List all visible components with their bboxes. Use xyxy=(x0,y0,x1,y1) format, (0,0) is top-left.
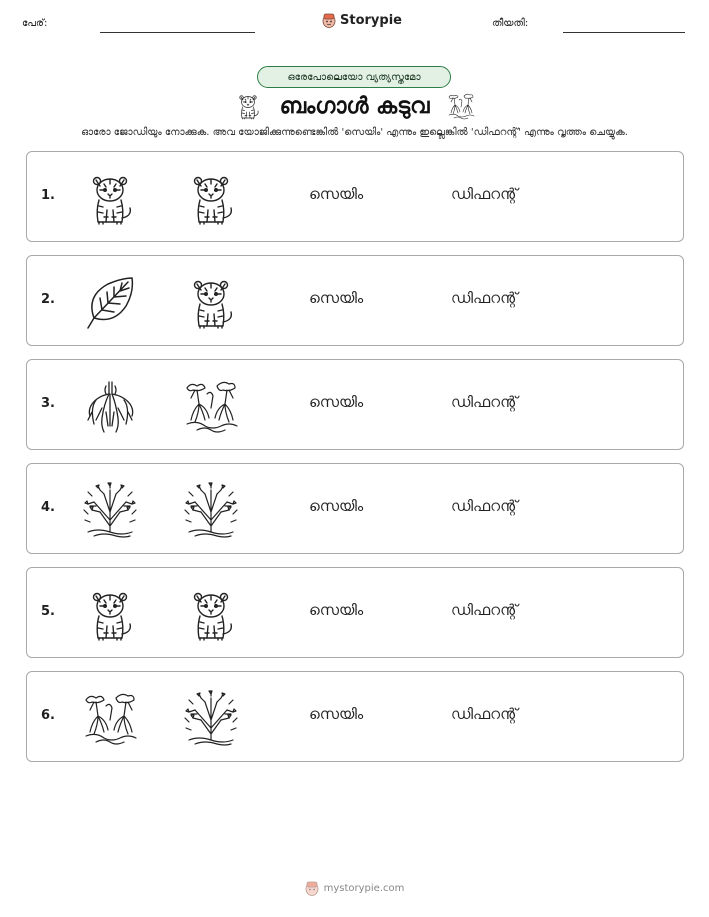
tiger-icon xyxy=(82,586,138,642)
question-number: 2. xyxy=(41,292,55,307)
instructions: ഓരോ ജോഡിയും നോക്കുക. അവ യോജിക്കുന്നുണ്ടെങ്കിൽ 'സെയിം' എന്നും ഇല്ലെങ്കിൽ 'ഡിഫറന്റ്' എന്നും വൃത്തം ചെയ്യുക. xyxy=(81,127,628,138)
same-option[interactable]: സെയിം xyxy=(309,497,364,515)
worksheet-type-badge: ഒരേപോലെയോ വ്യത്യസ്തമോ xyxy=(257,66,451,88)
brand-logo xyxy=(322,12,402,28)
title-row xyxy=(0,90,709,122)
same-option[interactable]: സെയിം xyxy=(309,185,364,203)
tiger-icon xyxy=(234,92,262,120)
different-option[interactable]: ഡിഫറന്റ് xyxy=(451,289,518,307)
question-row xyxy=(26,359,684,450)
tiger-icon xyxy=(82,170,138,226)
date-label: തീയതി: xyxy=(492,18,529,29)
different-option[interactable]: ഡിഫറന്റ് xyxy=(451,497,518,515)
footer-url: mystorypie.com xyxy=(323,882,405,894)
same-option[interactable]: സെയിം xyxy=(309,705,364,723)
mangrove-icon xyxy=(447,92,475,120)
question-row xyxy=(26,463,684,554)
same-option[interactable]: സെയിം xyxy=(309,289,364,307)
storypie-mascot-icon xyxy=(305,880,319,896)
mangrove-icon xyxy=(82,690,138,746)
name-line[interactable] xyxy=(100,32,255,33)
question-row xyxy=(26,671,684,762)
date-line[interactable] xyxy=(563,32,685,33)
tiger-icon xyxy=(183,586,239,642)
mangrove-icon xyxy=(183,378,239,434)
bush-icon xyxy=(183,690,239,746)
different-option[interactable]: ഡിഫറന്റ് xyxy=(451,185,518,203)
question-number: 5. xyxy=(41,604,55,619)
different-option[interactable]: ഡിഫറന്റ് xyxy=(451,601,518,619)
tiger-icon xyxy=(183,274,239,330)
bush-icon xyxy=(82,482,138,538)
question-row xyxy=(26,151,684,242)
storypie-mascot-icon xyxy=(322,12,336,28)
tiger-icon xyxy=(183,170,239,226)
question-number: 6. xyxy=(41,708,55,723)
bush-icon xyxy=(183,482,239,538)
different-option[interactable]: ഡിഫറന്റ് xyxy=(451,393,518,411)
different-option[interactable]: ഡിഫറന്റ് xyxy=(451,705,518,723)
page-title: ബംഗാൾ കടുവ xyxy=(279,93,430,119)
name-label: പേര്: xyxy=(22,18,48,29)
footer xyxy=(0,880,709,896)
same-option[interactable]: സെയിം xyxy=(309,393,364,411)
question-number: 4. xyxy=(41,500,55,515)
roots-icon xyxy=(82,378,138,434)
leaf-icon xyxy=(82,274,138,330)
same-option[interactable]: സെയിം xyxy=(309,601,364,619)
question-row xyxy=(26,567,684,658)
question-row xyxy=(26,255,684,346)
question-number: 1. xyxy=(41,188,55,203)
brand-name: Storypie xyxy=(340,12,402,28)
question-number: 3. xyxy=(41,396,55,411)
